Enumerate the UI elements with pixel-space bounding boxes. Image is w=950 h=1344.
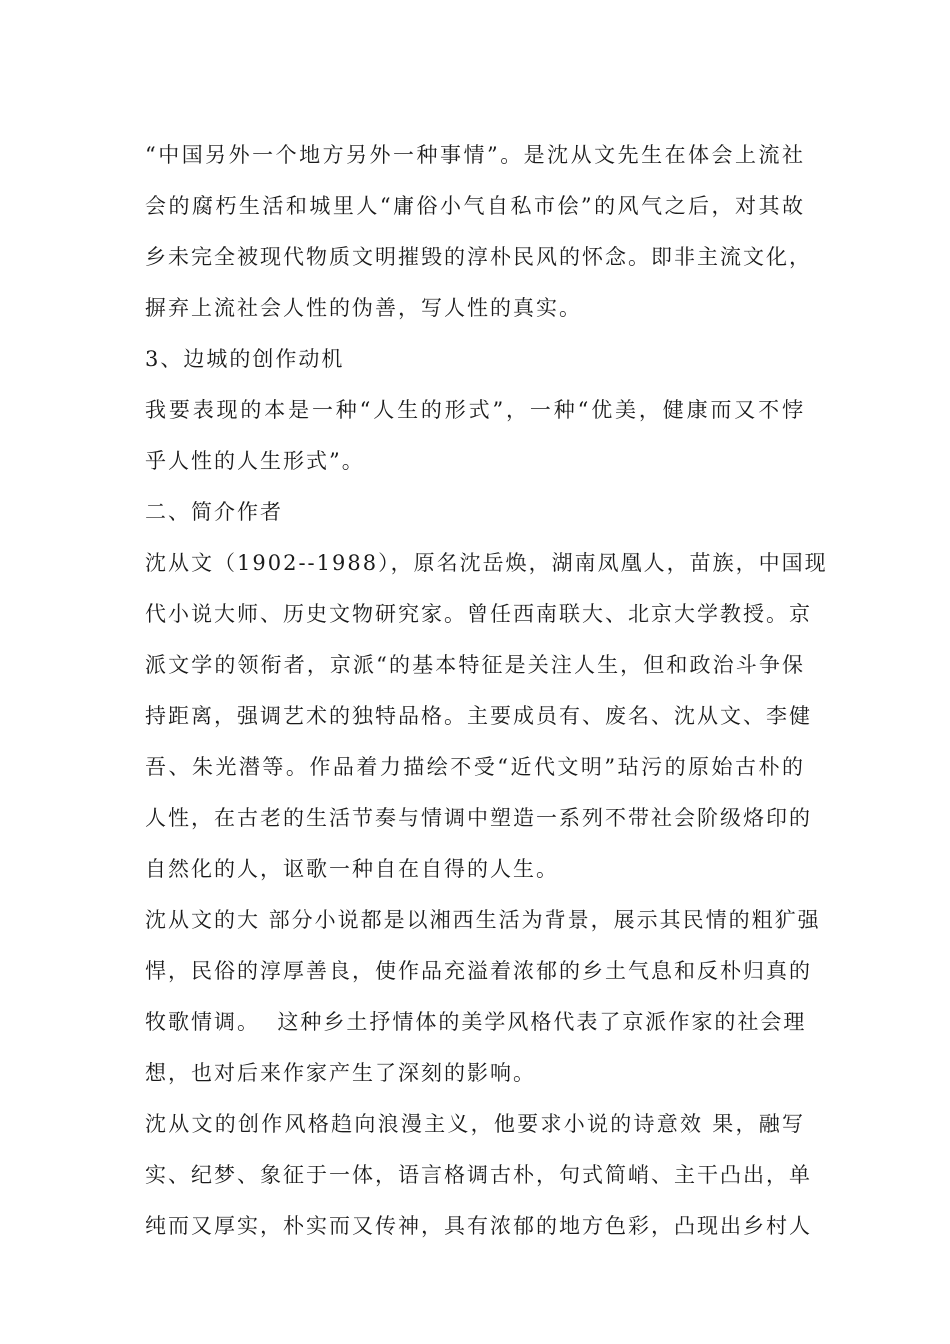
paragraph-line: 牧歌情调。 这种乡土抒情体的美学风格代表了京派作家的社会理: [145, 1010, 807, 1034]
paragraph-line: 会的腐朽生活和城里人“庸俗小气自私市侩”的风气之后，对其故: [145, 194, 805, 218]
paragraph-line: 沈从文（1902--1988），原名沈岳焕，湖南凤凰人，苗族，中国现: [145, 551, 828, 575]
paragraph-line: 摒弃上流社会人性的伪善，写人性的真实。: [145, 296, 582, 320]
paragraph-line: 代小说大师、历史文物研究家。曾任西南联大、北京大学教授。京: [145, 602, 812, 626]
paragraph-line: 沈从文的大 部分小说都是以湘西生活为背景，展示其民情的粗犷强: [145, 908, 821, 932]
paragraph-line: 乡未完全被现代物质文明摧毁的淳朴民风的怀念。即非主流文化，: [145, 245, 812, 269]
paragraph-line: 持距离，强调艺术的独特品格。主要成员有、废名、沈从文、李健: [145, 704, 812, 728]
paragraph-line: 想，也对后来作家产生了深刻的影响。: [145, 1061, 536, 1085]
paragraph-line: 自然化的人，讴歌一种自在自得的人生。: [145, 857, 559, 881]
paragraph-line: “中国另外一个地方另外一种事情”。是沈从文先生在体会上流社: [145, 143, 805, 167]
paragraph-line: 悍，民俗的淳厚善良，使作品充溢着浓郁的乡土气息和反朴归真的: [145, 959, 812, 983]
paragraph-line: 我要表现的本是一种“人生的形式”，一种“优美，健康而又不悖: [145, 398, 805, 422]
paragraph-line: 吾、朱光潜等。作品着力描绘不受“近代文明”玷污的原始古朴的: [145, 755, 805, 779]
paragraph-line: 人性，在古老的生活节奏与情调中塑造一系列不带社会阶级烙印的: [145, 806, 812, 830]
section-heading: 3、边城的创作动机: [145, 347, 345, 371]
document-body: [145, 130, 828, 1252]
section-heading: 二、简介作者: [145, 500, 283, 524]
paragraph-line: 派文学的领衔者，京派“的基本特征是关注人生，但和政治斗争保: [145, 653, 805, 677]
paragraph-line: 实、纪梦、象征于一体，语言格调古朴，句式简峭、主干凸出，单: [145, 1163, 812, 1187]
paragraph-line: 沈从文的创作风格趋向浪漫主义，他要求小说的诗意效 果，融写: [145, 1112, 805, 1136]
paragraph-line: 纯而又厚实，朴实而又传神，具有浓郁的地方色彩，凸现出乡村人: [145, 1214, 812, 1238]
paragraph-line: 乎人性的人生形式”。: [145, 449, 365, 473]
